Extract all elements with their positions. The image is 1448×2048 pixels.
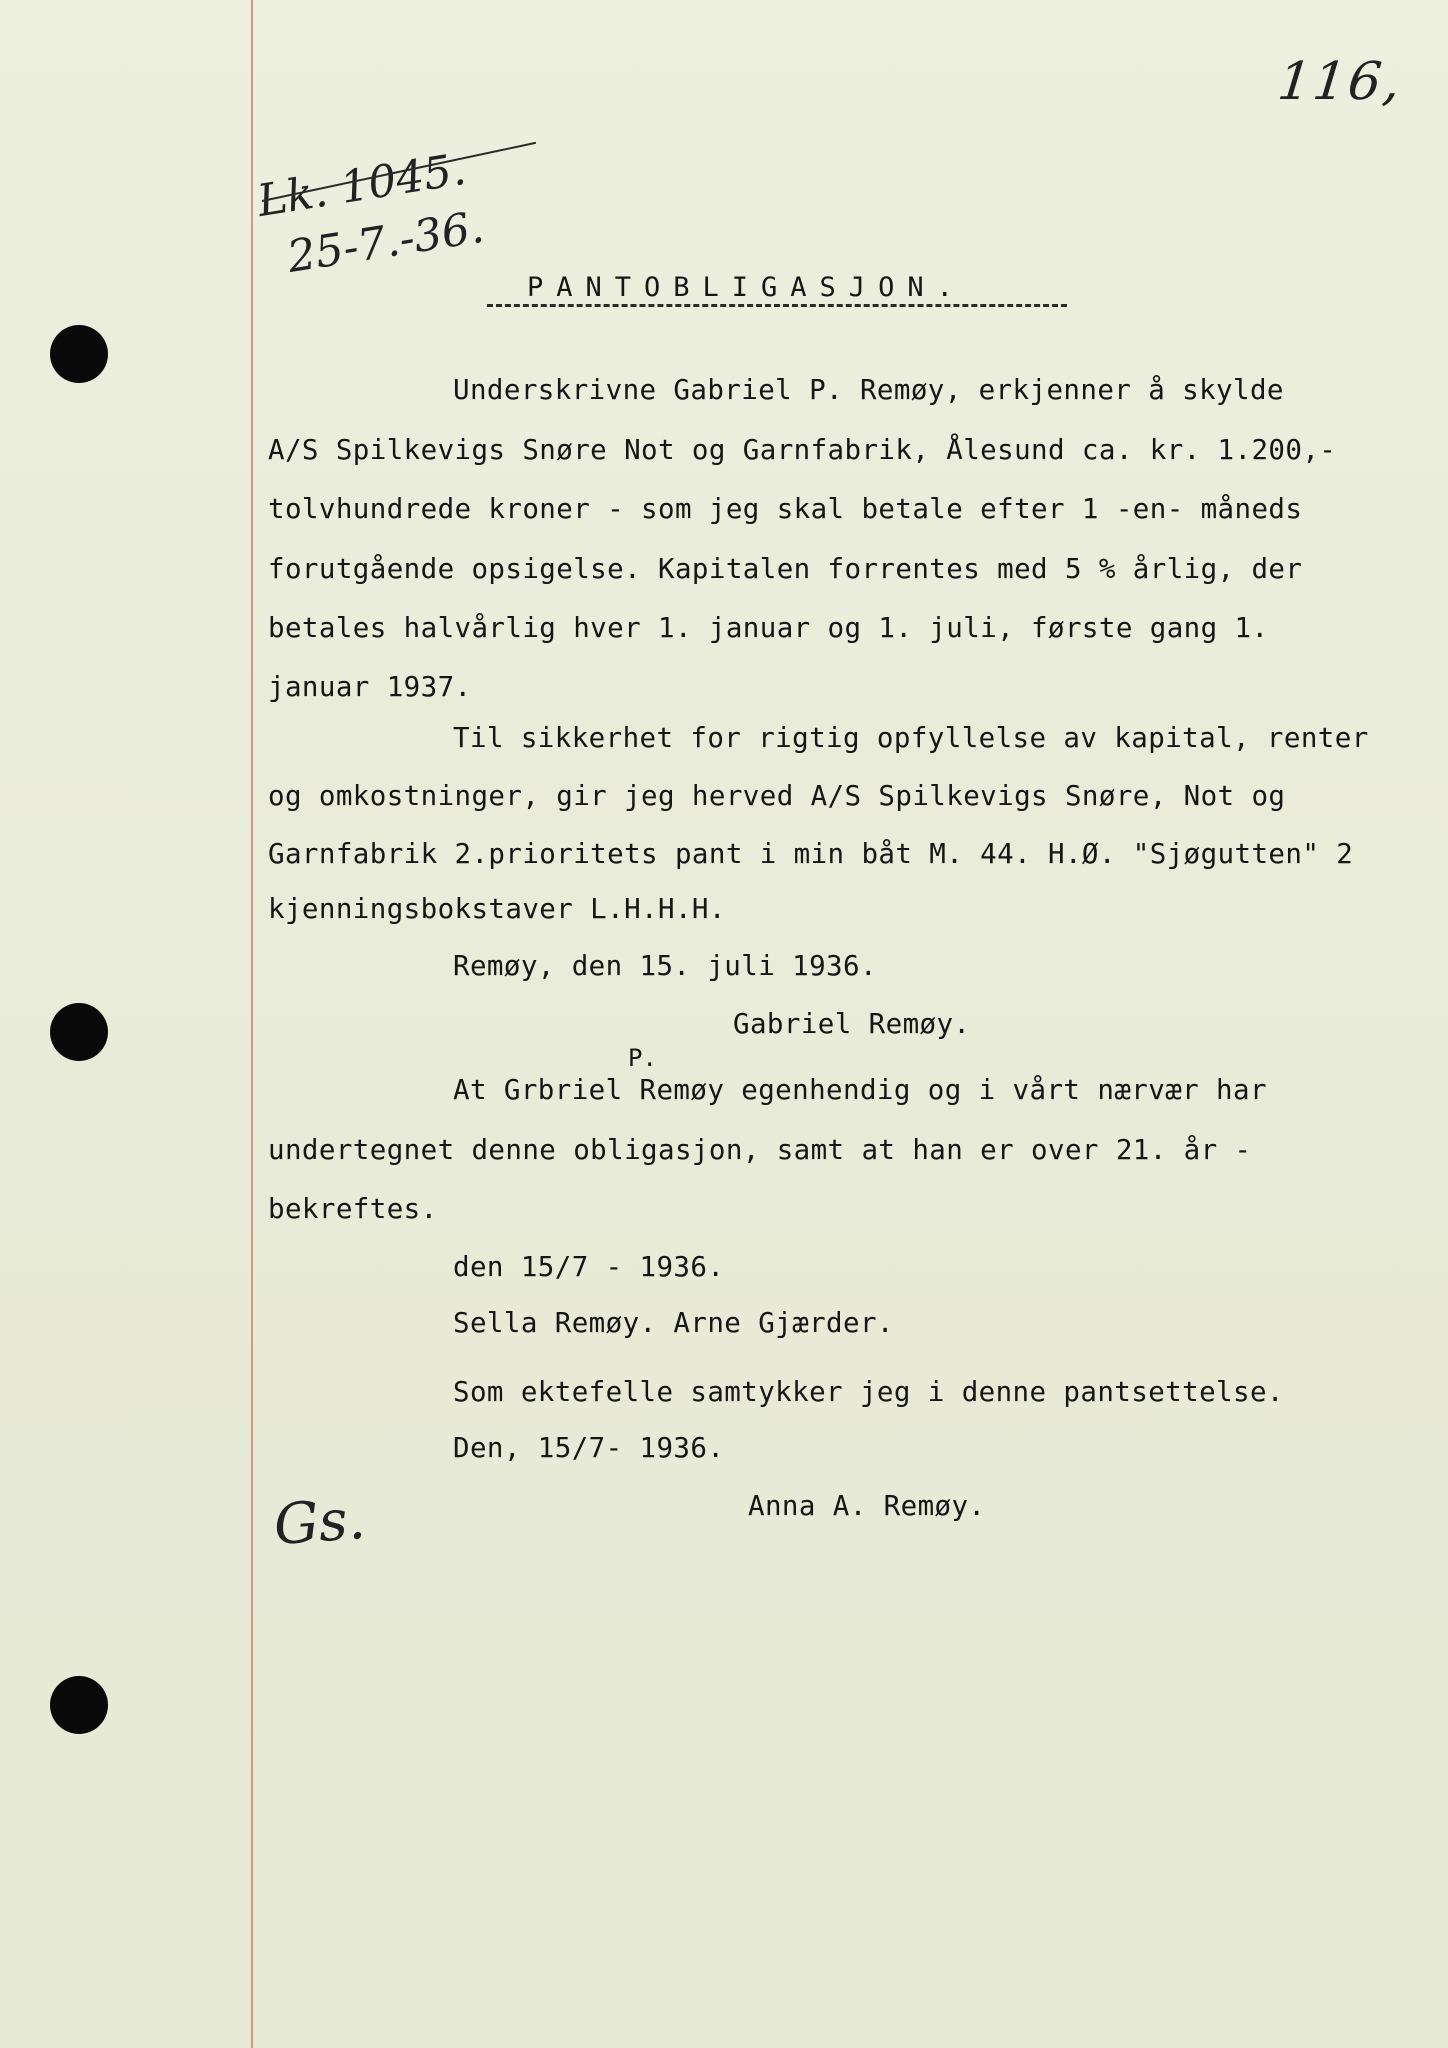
text-line: Til sikkerhet for rigtig opfyllelse av kapital, renter [453, 722, 1369, 754]
text-line: Garnfabrik 2.prioritets pant i min båt M. 44. H.Ø. "Sjøgutten" 2 [268, 838, 1354, 870]
signature-gabriel: Gabriel Remøy. [733, 1008, 971, 1040]
signature-anna: Anna A. Remøy. [748, 1490, 986, 1522]
text-line: betales halvårlig hver 1. januar og 1. juli, første gang 1. [268, 612, 1269, 644]
text-line: Remøy, den 15. juli 1936. [453, 950, 877, 982]
punch-hole [50, 1676, 108, 1734]
handwritten-initials: Gs. [271, 1486, 368, 1559]
punch-hole [50, 1003, 108, 1061]
page-number: 116, [1274, 52, 1405, 112]
text-line: Den, 15/7- 1936. [453, 1432, 725, 1464]
text-line: og omkostninger, gir jeg herved A/S Spilkevigs Snøre, Not og [268, 780, 1286, 812]
text-line: bekreftes. [268, 1193, 438, 1225]
text-line: Som ektefelle samtykker jeg i denne pantsettelse. [453, 1376, 1284, 1408]
reference-date: 25-7.-36. [284, 201, 488, 283]
margin-line [251, 0, 253, 2048]
title-rule [487, 304, 1067, 307]
witness-signatures: Sella Remøy. Arne Gjærder. [453, 1307, 894, 1339]
text-line: Underskrivne Gabriel P. Remøy, erkjenner å skylde [453, 374, 1284, 406]
text-line: forutgående opsigelse. Kapitalen forrentes med 5 % årlig, der [268, 553, 1303, 585]
text-line: kjenningsbokstaver L.H.H.H. [268, 893, 726, 925]
text-line: undertegnet denne obligasjon, samt at han er over 21. år - [268, 1134, 1252, 1166]
text-line: januar 1937. [268, 671, 472, 703]
text-line: den 15/7 - 1936. [453, 1251, 725, 1283]
text-line: A/S Spilkevigs Snøre Not og Garnfabrik, Ålesund ca. kr. 1.200,- [268, 434, 1337, 466]
text-line: tolvhundrede kroner - som jeg skal betale efter 1 -en- måneds [268, 493, 1303, 525]
text-line: At Grbriel Remøy egenhendig og i vårt nærvær har [453, 1074, 1267, 1106]
punch-hole [50, 325, 108, 383]
document-title: PANTOBLIGASJON. [527, 272, 966, 303]
correction-mark: P. [628, 1044, 657, 1072]
reference-number: Lk. 1045. [254, 143, 470, 227]
